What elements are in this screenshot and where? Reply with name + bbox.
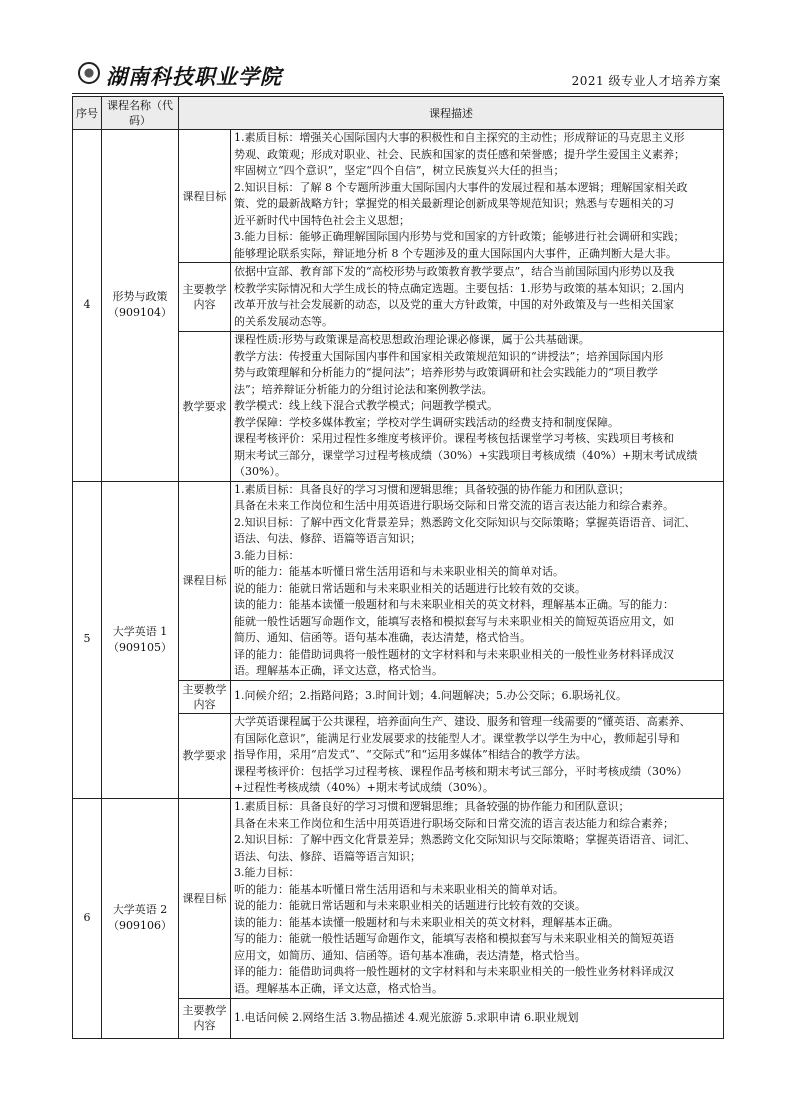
table-header-row xyxy=(73,97,724,130)
category-label: 课程目标 xyxy=(179,481,231,680)
category-label: 主要教学内容 xyxy=(179,998,231,1038)
course-requirements: 课程性质:形势与政策课是高校思想政治理论课必修课，属于公共基础课。 教学方法：传授重大国际国内事件和国家相关政策规范知识的“讲授法”；培养国际国内形 势与政策理解和分析能力的“提问法”；培养形势与政策调研和社会实践能力的“项目教学 法”；培养辩证分析能力的分组讨论法和案例教学法。 教学模式：线上线下混合式教学模式；问题教学模式。 教学保障：学校多媒体教室；学校对学生调研实践活动的经费支持和制度保障。 课程考核评价：采用过程性多维度考核评价。课程考核包括课堂学习考核、实践项目考核和 期末考试三部分，课堂学习过程考核成绩（30%）+实践项目考核成绩（40%）+期末考试成绩 （30%）。 xyxy=(231,332,724,482)
category-label: 课程目标 xyxy=(179,798,231,998)
course-goals: 1.素质目标：具备良好的学习习惯和逻辑思维；具备较强的协作能力和团队意识； 具备在未来工作岗位和生活中用英语进行职场交际和日常交流的语言表达能力和综合素养。 2.知识目标：了解中西文化背景差异；熟悉跨文化交际知识与交际策略；掌握英语语音、词汇、 语法、句法、修辞、语篇等语言知识； 3.能力目标： 听的能力：能基本听懂日常生活用语和与未来职业相关的简单对话。 说的能力：能就日常话题和与未来职业相关的话题进行比较有效的交谈。 读的能力：能基本读懂一般题材和与未来职业相关的英文材料，理解基本正确。写的能力： 能就一般性话题写命题作文，能填写表格和模拟套写与未来职业相关的简短英语应用文，如 简历、通知、信函等。语句基本准确，表达清楚，格式恰当。 译的能力：能借助词典将一般性题材的文字材料和与未来职业相关的一般性业务材料译成汉 语。理解基本正确，译文达意，格式恰当。 xyxy=(231,481,724,680)
course-no: 6 xyxy=(73,798,102,1038)
course-name: 大学英语 2 （909106） xyxy=(102,798,179,1038)
course-table xyxy=(72,96,724,1039)
category-label: 课程目标 xyxy=(179,130,231,263)
header-no: 序号 xyxy=(73,97,102,130)
school-name: 湖南科技职业学院 xyxy=(106,64,282,89)
school-logo-icon xyxy=(78,62,100,84)
course-content: 1.问候介绍；2.指路问路；3.时间计划；4.问题解决；5.办公交际；6.职场礼仪。 xyxy=(231,680,724,713)
course-name: 形势与政策 （909104） xyxy=(102,130,179,482)
course-requirements: 大学英语课程属于公共课程，培养面向生产、建设、服务和管理一线需要的“懂英语、高素养、 有国际化意识”，能满足行业发展要求的技能型人才。课堂教学以学生为中心，教师起引导和 指导作用，采用“启发式”、“交际式”和“运用多媒体”相结合的教学方法。 课程考核评价：包括学习过程考核、课程作品考核和期末考试三部分，平时考核成绩（30%） +过程性考核成绩（40%）+期末考试成绩（30%）。 xyxy=(231,713,724,798)
category-label: 教学要求 xyxy=(179,713,231,798)
category-label: 主要教学内容 xyxy=(179,680,231,713)
category-label: 主要教学内容 xyxy=(179,263,231,332)
course-content: 依据中宣部、教育部下发的“高校形势与政策教育教学要点”，结合当前国际国内形势以及我 校教学实际情况和大学生成长的特点确定选题。主要包括：1.形势与政策的基本知识；2.国内 改革开放与社会发展新的动态，以及党的重大方针政策，中国的对外政策及与一些相关国家 的关系发展动态等。 xyxy=(231,263,724,332)
category-label: 教学要求 xyxy=(179,332,231,482)
course-goals: 1.素质目标：具备良好的学习习惯和逻辑思维；具备较强的协作能力和团队意识； 具备在未来工作岗位和生活中用英语进行职场交际和日常交流的语言表达能力和综合素养； 2.知识目标：了解中西文化背景差异；熟悉跨文化交际知识与交际策略；掌握英语语音、词汇、 语法、句法、修辞、语篇等语言知识； 3.能力目标： 听的能力：能基本听懂日常生活用语和与未来职业相关的简单对话。 说的能力：能就日常话题和与未来职业相关的话题进行比较有效的交谈。 读的能力：能基本读懂一般题材和与未来职业相关的英文材料，理解基本正确。 写的能力：能就一般性话题写命题作文，能填写表格和模拟套写与未来职业相关的简短英语 应用文，如简历、通知、信函等。语句基本准确，表达清楚，格式恰当。 译的能力：能借助词典将一般性题材的文字材料和与未来职业相关的一般性业务材料译成汉 语。理解基本正确，译文达意，格式恰当。 xyxy=(231,798,724,998)
course-no: 5 xyxy=(73,481,102,798)
header-rule xyxy=(72,93,723,94)
header-desc: 课程描述 xyxy=(179,97,724,130)
table-row xyxy=(73,798,724,998)
page-header xyxy=(72,58,723,92)
table-row xyxy=(73,481,724,680)
course-name: 大学英语 1 （909105） xyxy=(102,481,179,798)
course-no: 4 xyxy=(73,130,102,482)
course-content: 1.电话问候 2.网络生活 3.物品描述 4.观光旅游 5.求职申请 6.职业规划 xyxy=(231,998,724,1038)
plan-title: 2021 级专业人才培养方案 xyxy=(571,74,721,88)
course-goals: 1.素质目标：增强关心国际国内大事的积极性和自主探究的主动性；形成辩证的马克思主义形 势观、政策观；形成对职业、社会、民族和国家的责任感和荣誉感；提升学生爱国主义素养； 牢固树立“四个意识”，坚定“四个自信”，树立民族复兴大任的担当； 2.知识目标：了解 8 个专题所涉重大国际国内大事件的发展过程和基本逻辑；理解国家相关政 策、党的最新战略方针；掌握党的相关最新理论创新成果等规范知识；熟悉与专题相关的习 近平新时代中国特色社会主义思想； 3.能力目标：能够正确理解国际国内形势与党和国家的方针政策；能够进行社会调研和实践； 能够理论联系实际，辩证地分析 8 个专题涉及的重大国际国内大事件，正确判断大是大非。 xyxy=(231,130,724,263)
table-row xyxy=(73,130,724,263)
header-name: 课程名称（代码） xyxy=(102,97,179,130)
